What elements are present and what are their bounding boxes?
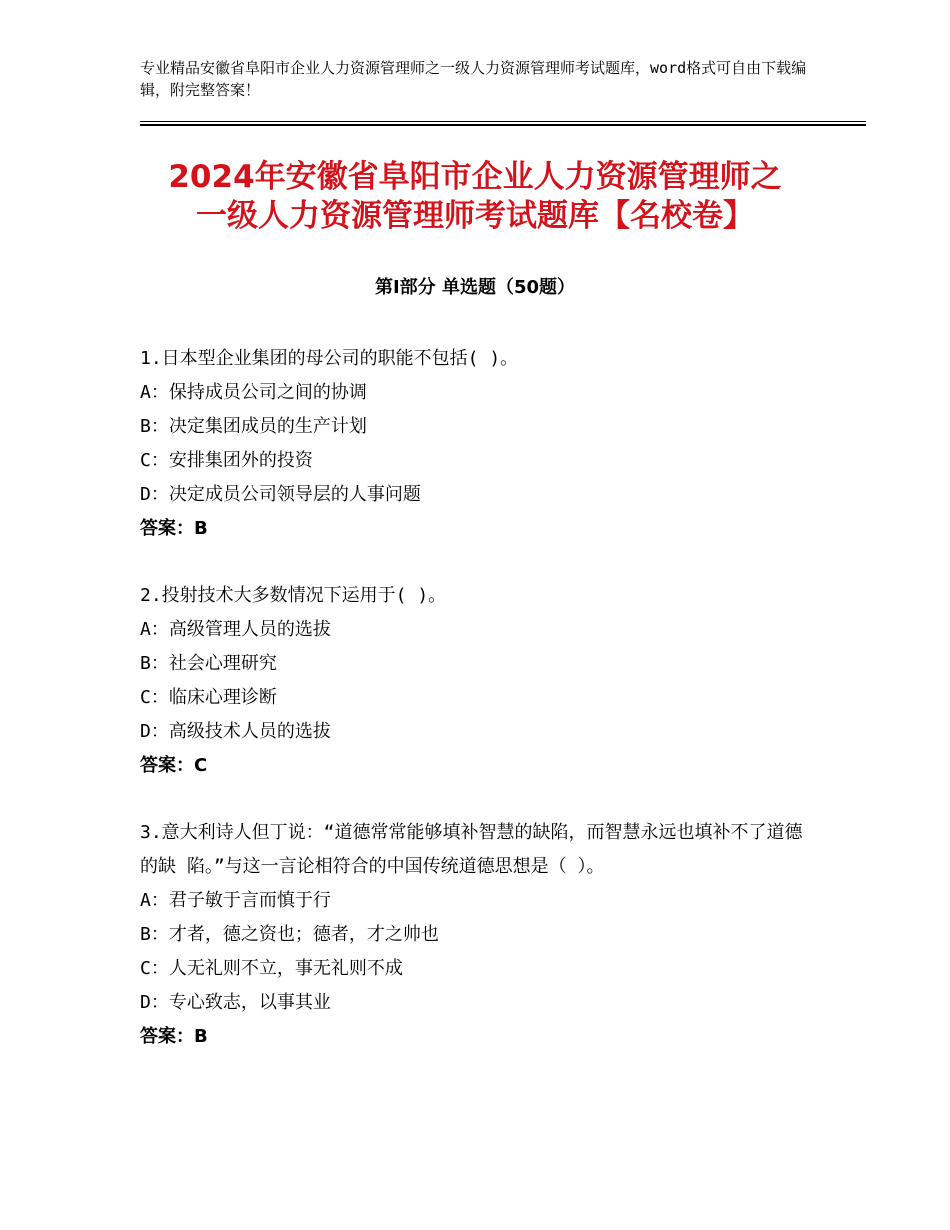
question-list [140, 342, 820, 1054]
option-a: A：君子敏于言而慎于行 [140, 890, 331, 911]
option-c: C：临床心理诊断 [140, 687, 277, 708]
option-b: B：决定集团成员的生产计划 [140, 416, 367, 437]
document-title-line-1: 2024年安徽省阜阳市企业人力资源管理师之 [168, 159, 782, 195]
question-stem: 1.日本型企业集团的母公司的职能不包括( )。 [140, 348, 519, 369]
option-c: C：人无礼则不立，事无礼则不成 [140, 958, 403, 979]
option-d: D：决定成员公司领导层的人事问题 [140, 484, 421, 505]
option-d: D：专心致志，以事其业 [140, 992, 331, 1013]
header-rule-bottom [140, 124, 866, 126]
question-stem: 2.投射技术大多数情况下运用于( )。 [140, 585, 447, 606]
option-b: B：社会心理研究 [140, 653, 277, 674]
question-stem: 3.意大利诗人但丁说：“道德常常能够填补智慧的缺陷，而智慧永远也填补不了道德的缺 陷。”与这一言论相符合的中国传统道德思想是（ ）。 [140, 822, 803, 877]
option-d: D：高级技术人员的选拔 [140, 721, 331, 742]
question-1 [140, 342, 820, 546]
section-title: 第Ⅰ部分 单选题（50题） [374, 277, 575, 298]
document-title-line-2: 一级人力资源管理师考试题库【名校卷】 [196, 198, 754, 234]
question-3 [140, 816, 820, 1054]
option-c: C：安排集团外的投资 [140, 450, 313, 471]
document-title [100, 158, 850, 236]
header-note: 专业精品安徽省阜阳市企业人力资源管理师之一级人力资源管理师考试题库，word格式可自由下载编辑，附完整答案！ [140, 59, 807, 99]
answer: 答案：B [140, 518, 208, 539]
answer: 答案：B [140, 1026, 208, 1047]
answer: 答案：C [140, 755, 208, 776]
question-2 [140, 579, 820, 783]
header-rule-top [140, 121, 866, 122]
option-a: A：保持成员公司之间的协调 [140, 382, 367, 403]
option-a: A：高级管理人员的选拔 [140, 619, 331, 640]
option-b: B：才者，德之资也；德者，才之帅也 [140, 924, 439, 945]
